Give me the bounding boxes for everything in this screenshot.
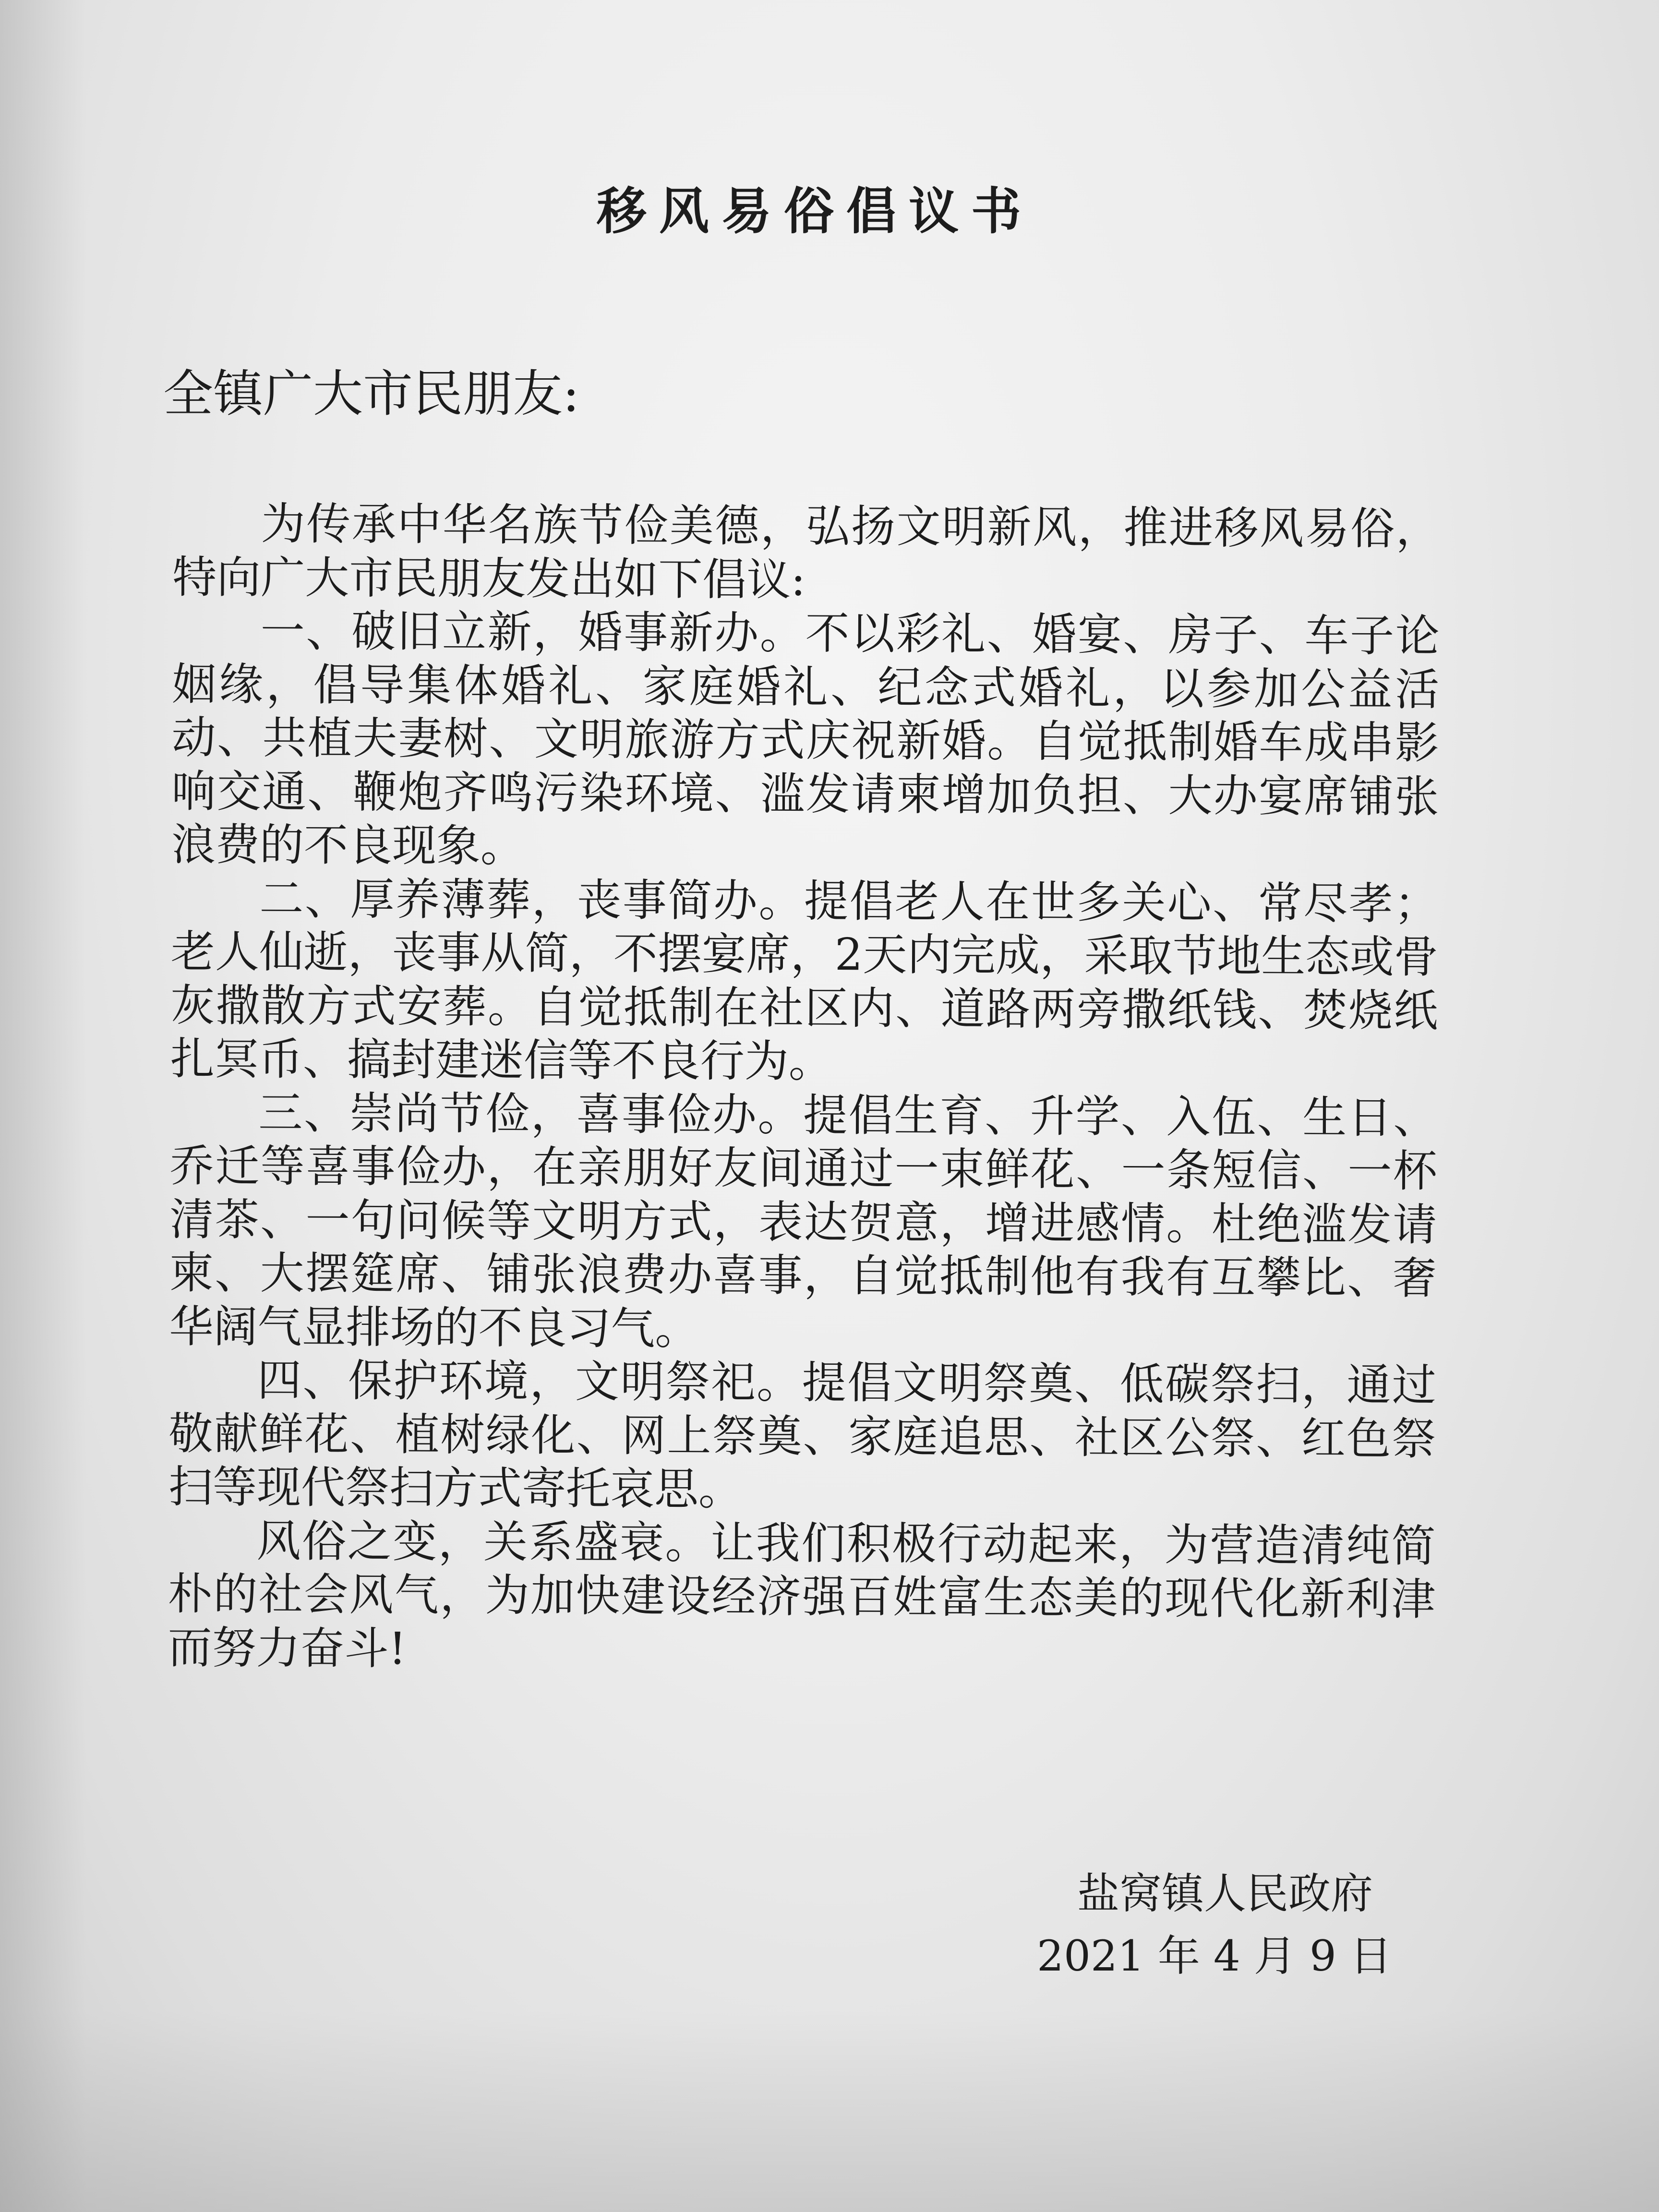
proposal-paragraph-3: 三、崇尚节俭，喜事俭办。提倡生育、升学、入伍、生日、乔迁等喜事俭办，在亲朋好友间通过一束鲜花、一条短信、一杯清茶、一句问候等文明方式，表达贺意，增进感情。杜绝滥发请柬、大摆筵席、铺张浪费办喜事，自觉抵制他有我有互攀比、奢华阔气显排场的不良习气。: [169, 1087, 1438, 1355]
proposal-paragraph-1: 一、破旧立新，婚事新办。不以彩礼、婚宴、房子、车子论姻缘，倡导集体婚礼、家庭婚礼、纪念式婚礼，以参加公益活动、共植夫妻树、文明旅游方式庆祝新婚。自觉抵制婚车成串影响交通、鞭炮齐鸣污染环境、滥发请柬增加负担、大办宴席铺张浪费的不良现象。: [171, 605, 1440, 872]
page-shadow-left: [0, 0, 86, 2212]
intro-paragraph: 为传承中华名族节俭美德，弘扬文明新风，推进移风易俗，特向广大市民朋友发出如下倡议:: [172, 498, 1440, 606]
proposal-paragraph-2: 二、厚养薄葬，丧事简办。提倡老人在世多关心、常尽孝；老人仙逝，丧事从简，不摆宴席，2天内完成，采取节地生态或骨灰撒散方式安葬。自觉抵制在社区内、道路两旁撒纸钱、焚烧纸扎冥币、搞封建迷信等不良行为。: [170, 873, 1439, 1088]
signature-organization: 盐窝镇人民政府: [1077, 1869, 1373, 1918]
salutation: 全镇广大市民朋友:: [163, 364, 580, 423]
closing-paragraph: 风俗之变，关系盛衰。让我们积极行动起来，为营造清纯简朴的社会风气，为加快建设经济强百姓富生态美的现代化新利津而努力奋斗!: [168, 1515, 1436, 1674]
document-body: [168, 497, 1440, 1680]
document-title: 移风易俗倡议书: [596, 181, 1034, 240]
signature-block: [1037, 1863, 1392, 1987]
page-shadow-bottom: [0, 2010, 1659, 2212]
proposal-paragraph-4: 四、保护环境，文明祭祀。提倡文明祭奠、低碳祭扫，通过敬献鲜花、植树绿化、网上祭奠、家庭追思、社区公祭、红色祭扫等现代祭扫方式寄托哀思。: [168, 1354, 1437, 1515]
signature-date: 2021 年 4 月 9 日: [1037, 1931, 1392, 1981]
